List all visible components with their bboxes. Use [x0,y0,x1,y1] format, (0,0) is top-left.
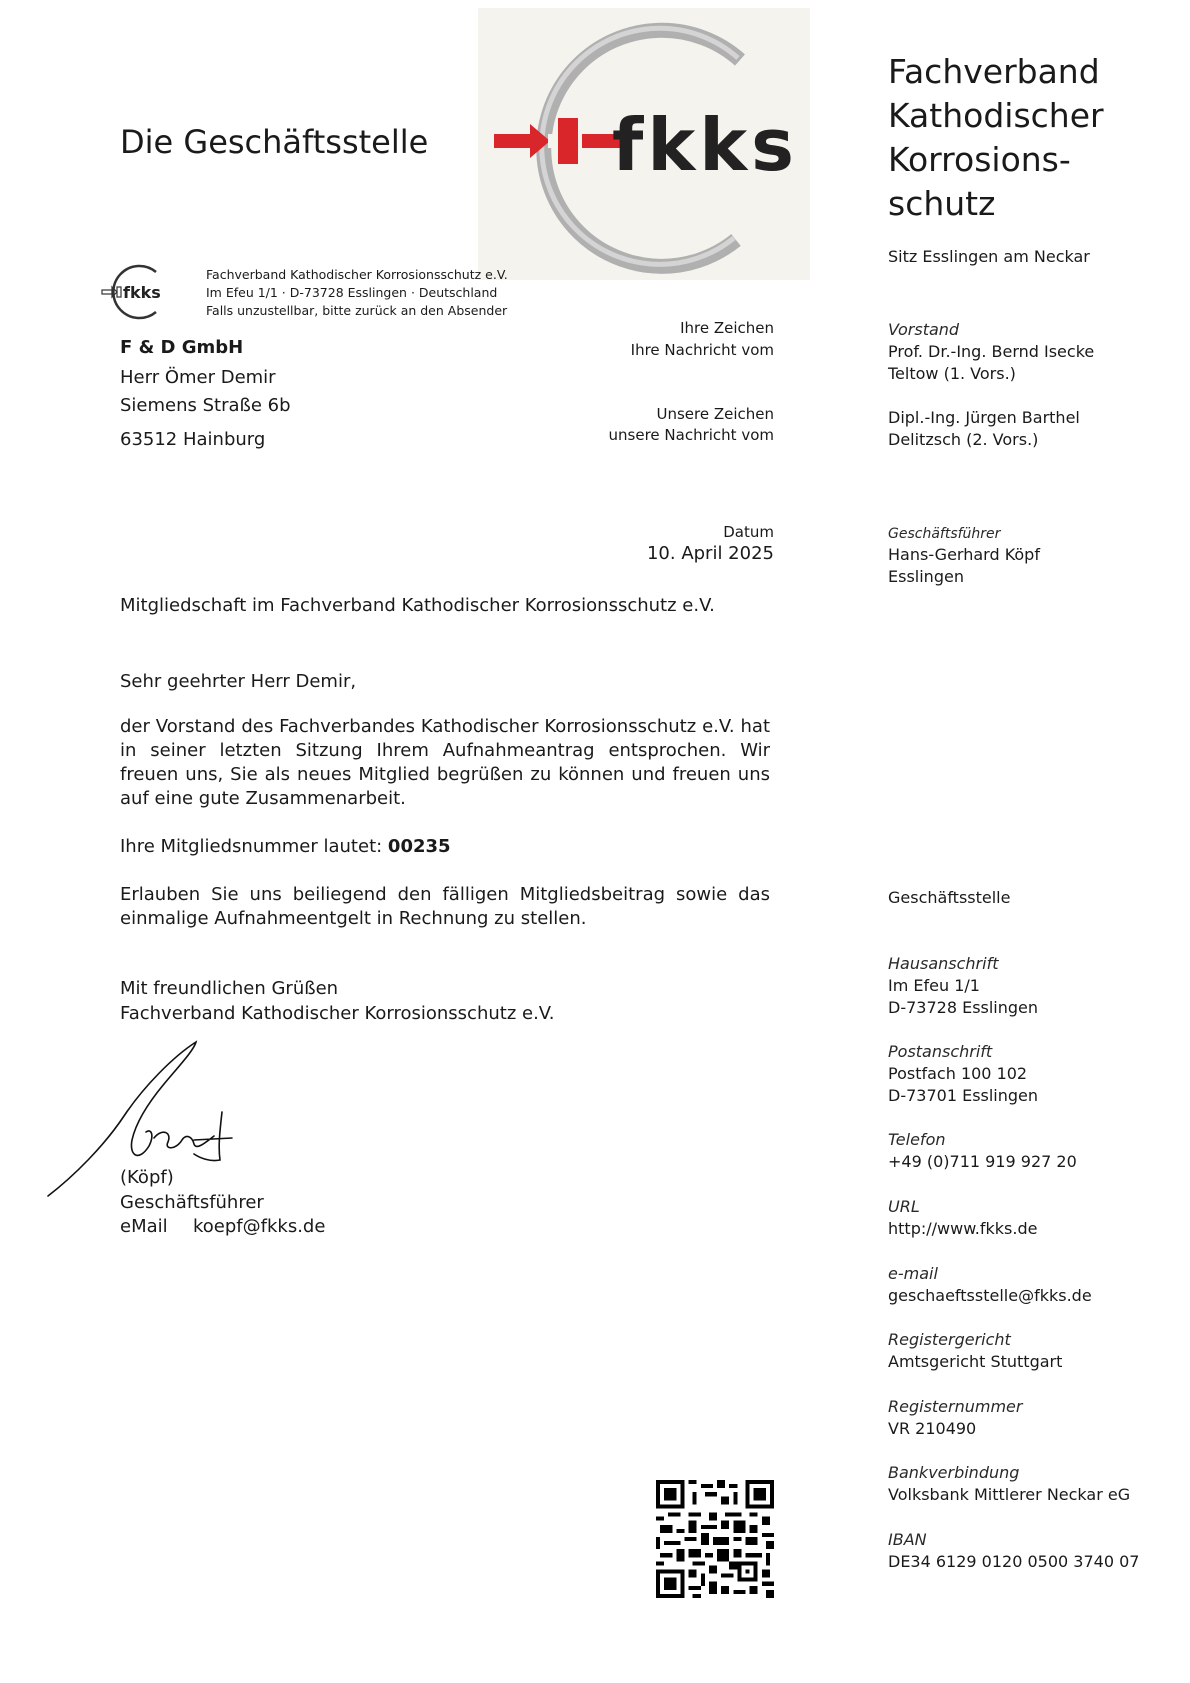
iban-label: IBAN [888,1530,927,1549]
closing-org: Fachverband Kathodischer Korrosionsschutz e.V. [120,1003,555,1024]
org-name-line-2: Kathodischer [888,96,1104,135]
qr-code [656,1480,774,1598]
small-logo-graphic [100,262,172,322]
ref-unsere-zeichen: Unsere Zeichen [656,405,774,423]
ref-ihre-nachricht: Ihre Nachricht vom [630,341,774,359]
signer-email[interactable]: koepf@fkks.de [193,1216,326,1237]
bank-value: Volksbank Mittlerer Neckar eG [888,1485,1131,1504]
member-number-line [120,835,451,859]
letter-salutation: Sehr geehrter Herr Demir, [120,671,357,692]
signer-role: Geschäftsführer [120,1192,264,1213]
recipient-company: F & D GmbH [120,337,244,358]
bank-label: Bankverbindung [888,1463,1020,1482]
gf-name: Hans-Gerhard Köpf [888,545,1040,564]
qr-code-graphic [656,1480,774,1598]
org-seat: Sitz Esslingen am Neckar [888,247,1090,266]
recipient-city: 63512 Hainburg [120,429,266,450]
vorstand-label: Vorstand [888,320,960,339]
letter-subject: Mitgliedschaft im Fachverband Kathodischer Korrosionsschutz e.V. [120,595,715,616]
postanschrift-line-1: Postfach 100 102 [888,1064,1028,1083]
date-label: Datum [723,523,774,541]
letter-paragraph-2: Erlauben Sie uns beiliegend den fälligen Mitgliedsbeitrag sowie das einmalige Aufnahmeentgelt in Rechnung zu stellen. [120,884,770,929]
postanschrift-line-2: D-73701 Esslingen [888,1086,1039,1105]
gf-label: Geschäftsführer [888,526,1001,542]
letter-paragraph-1: der Vorstand des Fachverbandes Kathodischer Korrosionsschutz e.V. hat in seiner letzten Sitzung Ihrem Aufnahmeantrag entsprochen. Wir freuen uns, Sie als neues Mitglied begrüßen zu können und freuen uns auf eine gute Zusammenarbeit. [120,716,770,809]
sender-address [206,266,508,320]
postanschrift-label: Postanschrift [888,1042,993,1061]
recipient-street: Siemens Straße 6b [120,395,291,416]
signer-email-label: eMail [120,1216,168,1237]
hausanschrift-line-1: Im Efeu 1/1 [888,976,980,995]
small-logo [100,262,172,322]
sender-line-1: Fachverband Kathodischer Korrosionsschutz e.V. [206,267,508,282]
contact-office: Geschäftsstelle [888,888,1011,907]
vorstand-member-1: Prof. Dr.-Ing. Bernd Isecke [888,342,1095,361]
signer-name: (Köpf) [120,1167,174,1188]
logo-wordmark: fkks [612,103,798,187]
registernummer-value: VR 210490 [888,1419,977,1438]
telefon-label: Telefon [888,1130,946,1149]
org-name-line-4: schutz [888,184,996,223]
small-logo-wordmark: fkks [123,283,161,302]
url-label: URL [888,1197,920,1216]
url-value[interactable]: http://www.fkks.de [888,1219,1038,1238]
member-number-label: Ihre Mitgliedsnummer lautet: [120,836,388,857]
fkks-logo [478,8,810,280]
recipient-name: Herr Ömer Demir [120,367,276,388]
ref-ihre-zeichen: Ihre Zeichen [680,319,774,337]
registergericht-label: Registergericht [888,1330,1011,1349]
hausanschrift-line-2: D-73728 Esslingen [888,998,1039,1017]
member-number-value: 00235 [387,836,451,857]
org-name-line-3: Korrosions- [888,140,1071,179]
date-value: 10. April 2025 [646,543,774,564]
org-name-line-1: Fachverband [888,52,1100,91]
vorstand-member-1-city: Teltow (1. Vors.) [888,364,1016,383]
hausanschrift-label: Hausanschrift [888,954,999,973]
fkks-logo-graphic [478,8,810,280]
vorstand-member-2-city: Delitzsch (2. Vors.) [888,430,1039,449]
org-name [888,50,1104,226]
closing: Mit freundlichen Grüßen [120,978,339,999]
email-value[interactable]: geschaeftsstelle@fkks.de [888,1286,1092,1305]
sender-line-3: Falls unzustellbar, bitte zurück an den Absender [206,303,508,318]
telefon-value[interactable]: +49 (0)711 919 927 20 [888,1152,1077,1171]
email-label: e-mail [888,1264,938,1283]
sender-line-2: Im Efeu 1/1 · D-73728 Esslingen · Deutschland [206,285,498,300]
registergericht-value: Amtsgericht Stuttgart [888,1352,1063,1371]
office-title: Die Geschäftsstelle [120,123,429,161]
iban-value: DE34 6129 0120 0500 3740 07 [888,1552,1140,1571]
registernummer-label: Registernummer [888,1397,1023,1416]
vorstand-member-2: Dipl.-Ing. Jürgen Barthel [888,408,1080,427]
gf-city: Esslingen [888,567,964,586]
ref-unsere-nachricht: unsere Nachricht vom [608,426,774,444]
